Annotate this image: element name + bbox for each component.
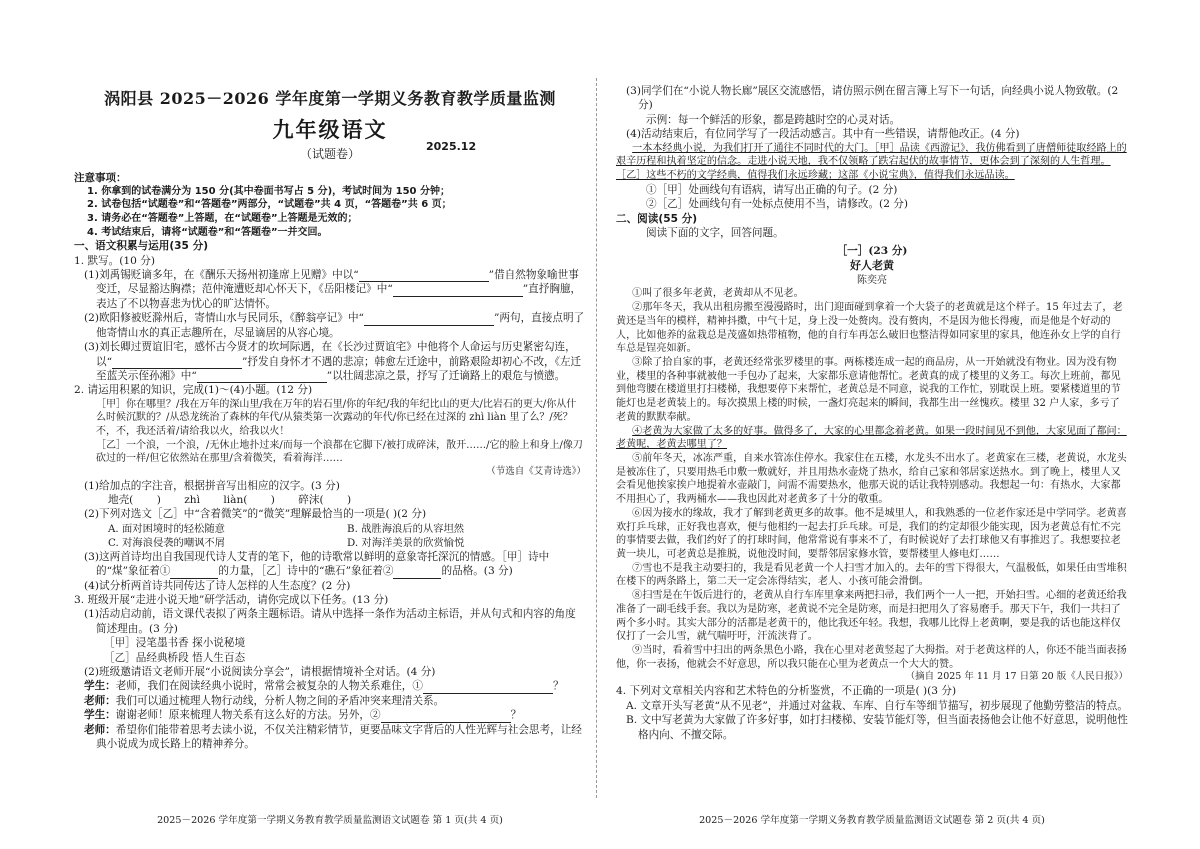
reflection-text: 一本本经典小说，为我们打开了通往不同时代的大门。［甲］品读《西游记》，我仿佛看到了唐僧师徒取经路上的艰辛历程和执着坚定的信念。走进小说天地，我不仅领略了跌宕起伏的故事情节，更体会到了深刻的人生哲理。［乙］这些不朽的文学经典，值得我们永远珍藏；这部《小说宝典》，值得我们永远品读。 [616,142,1127,182]
question-3-2: (2)班级邀请语文老师开展“小说阅读分享会”，请根据情境补全对话。(4 分) [84,666,436,679]
question-1-3 [74,340,586,383]
page-footer: 2025－2026 学年度第一学期义务教育教学质量监测语文试题卷 第 2 页(共 4 页) [699,814,1045,826]
answer-blank [359,271,489,282]
question-3: 3. 班级开展“走进小说天地”研学活动，请你完成以下任务。(13 分) [74,594,389,607]
answer-blank [197,372,327,383]
dialog-text: 我们可以通过梳理人物行动线，分析人物之间的矛盾冲突来理清关系。 [115,694,445,707]
question-2-1: (1)给加点的字注音，根据拼音写出相应的汉字。(3 分) [84,479,340,492]
dialog-end: ？ [553,680,564,693]
volume-label: （试题卷） [299,147,360,162]
passage-paragraph: ①叫了很多年老黄，老黄却从不见老。 [632,288,804,300]
option-b: B. 战胜海浪后的从容坦然 [347,522,465,535]
answer-blank [381,712,511,723]
passage-author: 陈奕亮 [857,274,887,286]
dialog-line [74,708,586,722]
dialog-text: 希望你们能带着思考去读小说，不仅关注精彩情节，更要品味文字背后的人性光辉与社会思考，让经典小说成为成长路上的精神养分。 [96,723,582,751]
question-3-4: (4)活动结束后，有位同学写了一段活动感言。其中有一些错误，请帮他改正。(4 分) [626,128,1020,141]
question-2: 2. 请运用积累的知识，完成(1)～(4)小题。(12 分) [74,384,313,397]
question-text: ”借自然物象喻世事变迁，尽显豁达胸襟；范仲淹遭贬却心怀天下，《岳阳楼记》中“ [96,269,579,296]
answer-blank [393,286,523,297]
poem-jia: ［甲］你在哪里？/我在万年的深山里/我在万年的岩石里/你的年纪/我的年纪比山的更大/比岩石的更大/你从什么时候沉默的？/从恐龙统治了森林的年代/从猿类第一次露动的年代/你已经在过深的 zhì liàn 里了么？/死？不，不，我还活着/请给我以火，给我以火！ [96,398,577,437]
passage-title: 好人老黄 [850,258,894,272]
slogan-jia: ［甲］浸笔墨书香 探小说秘境 [104,637,246,650]
pinyin-chars: 地壳( ) zhì liàn( ) 碎沫( ) [108,494,352,506]
dialog-line [74,694,586,708]
answer-blank [364,315,494,326]
answer-blank [112,358,242,369]
question-text: ”直抒胸臆，表达了不以物喜悲为忧心的旷达情怀。 [96,283,582,310]
poem-source: （节选自《艾青诗选》） [486,465,586,477]
question-text: ”两句，直接点明了他寄情山水的真正志趣所在，尽显谪居的从容心境。 [96,312,585,339]
question-text: (3)这两首诗均出自我国现代诗人艾青的笔下，他的诗歌常以鲜明的意象寄托深沉的情感。［甲］诗中的“煤”象征着① [84,550,550,578]
note-item: 2. 试卷包括“试题卷”和“答题卷”两部分，“试题卷”共 4 页，“答题卷”共 6 页； [87,199,452,211]
question-3-3: (3)同学们在“小说人物长廊”展区交流感悟，请仿照示例在留言簿上写下一句话，向经典小说人物致敬。(2 分) [626,85,1119,112]
slogan-yi: ［乙］品经典桥段 悟人生百态 [104,651,246,664]
option-c: C. 对海浪侵袭的嘲讽不屑 [108,536,226,549]
section-heading: 二、阅读(55 分) [616,212,698,225]
question-text: 的品格。(3 分) [441,565,513,578]
exam-title: 涡阳县 2025－2026 学年度第一学期义务教育教学质量监测 [104,89,556,108]
subject-title: 九年级语文 [272,116,388,142]
poem-yi: ［乙］一个浪，一个浪，/无休止地扑过来/而每一个浪都在它脚下/被打成碎沫，散开……/它的脸上和身上/像刀砍过的一样/但它依然站在那里/含着微笑，看着海洋…… [96,439,583,465]
note-item: 3. 请务必在“答题卷”上答题，在“试题卷”上答题是无效的； [87,213,358,225]
question-4: 4. 下列对文章相关内容和艺术特色的分析鉴赏，不正确的一项是( )(3 分) [616,685,957,698]
dialog-line [74,723,586,752]
speaker: 老师： [84,694,116,707]
question-3-1: (1)活动启动前，语文课代表拟了两条主题标语。请从中选择一条作为活动主标语，并从句式和内容的角度简述理由。(3 分) [84,608,576,635]
passage-paragraph: ④老黄为大家做了太多的好事。做得多了，大家的心里都念着老黄。如果一段时间见不到他，大家见面了都问：老黄呢，老黄去哪里了？ [616,425,1127,451]
reading-intro: 阅读下面的文字，回答问题。 [646,227,784,239]
note-item: 4. 考试结束后，请将“试题卷”和“答题卷”一并交回。 [87,226,328,238]
question-text: (3)刘长卿过贾谊旧宅，感怀古今贤才的坎坷际遇，在《长沙过贾谊宅》中他将个人命运与历史紧密勾连，以“ [84,341,576,368]
note-item: 1. 你拿到的试卷满分为 150 分(其中卷面书写占 5 分)，考试时间为 150 分钟； [87,185,450,197]
option-b: B. 文中写老黄为大家做了许多好事，如打扫楼梯、安装节能灯等，但当面表扬他会让他不好意思，说明他性格内向、不擅交际。 [626,714,1128,741]
example-sentence: 示例：每一个鲜活的形象，都是跨越时空的心灵对话。 [646,113,901,126]
page-divider [596,78,597,798]
speaker: 老师： [84,723,116,736]
dialog-end: ？ [510,709,522,722]
answer-blank [423,683,553,694]
question-text: (2)欧阳修被贬滁州后，寄情山水与民同乐，《醉翁亭记》中“ [84,312,364,325]
question-2-3 [74,550,586,579]
dialog-text: 老师，我们在阅读经典小说时，常常会被复杂的人物关系难住，① [115,680,423,693]
question-3-4-1: ①［甲］处画线句有语病，请写出正确的句子。(2 分) [646,183,898,196]
passage-paragraph: ⑤前年冬天，冰冻严重，自来水管冻住停水。我家住在五楼，水龙头不出水了。老黄家在三楼，老黄说，水龙头是被冻住了，只要用热毛巾敷一敷就好，并且用热水壶烧了热水，给自己家和邻居家送热水。到了晚上，楼里人又会看见他挨家挨户地提着水壶敲门，问需不需要热水，他那天说的话让我特别感动。我想起一句：有热水，大家都不用担心了，我两桶水——我也因此对老黄多了十分的敬重。 [616,452,1127,506]
passage-heading: ［一］(23 分) [836,245,908,258]
page-footer: 2025－2026 学年度第一学期义务教育教学质量监测语文试题卷 第 1 页(共 4 页) [157,814,503,826]
choice-options [74,522,586,550]
page-2 [616,0,1128,849]
speaker: 学生： [84,680,116,693]
question-1-2 [74,311,586,340]
option-a: A. 面对困境时的轻松随意 [108,522,225,535]
question-1-1 [74,268,586,311]
speaker: 学生： [84,709,116,722]
question-text: ”以壮阔悲凉之景，抒写了迁谪路上的艰危与愤懑。 [326,369,566,382]
notes-title: 注意事项： [74,171,127,184]
option-a: A. 文章开头写老黄“从不见老”，并通过对盆栽、车库、自行车等细节描写，初步展现了他勤劳整洁的特点。 [626,699,1128,712]
passage-paragraph: ⑥因为接水的缘故，我才了解到老黄更多的故事。他不是城里人，和我熟悉的一位老作家还是中学同学。老黄喜欢打乒乓球，正好我也喜欢，便与他相约一起去打乒乓球。可是，我们的约定却很少能实现，因为老黄总有忙不完的事情要去做，我们约好了的打球时间，他常常说有事来不了，有时候说好了去打球他又有事推迟了。我想要拉老黄一块儿，可老黄总是推脱，说他没时间，要帮邻居家修水管，要帮楼里人修电灯…… [616,507,1127,561]
passage-paragraph: ③除了拾自家的事，老黄还经常张罗楼里的事。两栋楼连成一起的商品房，从一开始就没有物业。因为没有物业，楼里的各种事就被他一手包办了起来，大家都乐意请他帮忙。老黄真的成了楼里的义务工。每次上班前，都见到他弯腰在楼道里打扫楼梯，我想要停下来帮忙，老黄总是不同意，说我的工作忙，别耽误上班。要紧楼道里的节能灯也是老黄装上的。每次摸黑上楼的时候，一盏灯亮起来的瞬间，我都生出一丝愧疚。楼里 32 户人家，多亏了老黄的默默奉献。 [616,356,1121,423]
answer-blank [170,568,218,579]
exam-date: 2025.12 [426,140,477,153]
question-text: ”抒发自身怀才不遇的悲凉；韩愈左迁途中，前路艰险却初心不改，《左迁至蓝关示侄孙湘》中“ [96,355,582,382]
page-1 [74,0,586,849]
question-text: 的力量，［乙］诗中的“礁石”象征着② [218,565,394,578]
question-1: 1. 默写。(10 分) [74,254,155,267]
dialog-text: 谢谢老师！原来梳理人物关系有这么好的方法。另外，② [115,709,381,722]
question-2-2: (2)下列对选文［乙］中“含着微笑”的“微笑”理解最恰当的一项是( )(2 分) [84,508,427,521]
passage-source: （摘自 2025 年 11 月 17 日第 20 版《人民日报》） [905,671,1128,683]
dialog-line [74,679,586,693]
answer-blank [393,568,441,579]
question-2-4: (4)试分析两首诗共同传达了诗人怎样的人生态度？(2 分) [84,579,351,592]
question-3-4-2: ②［乙］处画线句有一处标点使用不当，请修改。(2 分) [646,198,909,211]
passage-paragraph: ⑨当时，看着雪中扫出的两条黑色小路，我在心里对老黄竖起了大拇指。对于老黄这样的人，你还不能当面表扬他，你一表扬，他就会不好意思，所以我只能在心里为老黄点一个大大的赞。 [616,645,1127,670]
passage-paragraph: ②那年冬天，我从出租房搬至漫漫路时，出门迎面碰到拿着一个大袋子的老黄就是这个样子。15 年过去了，老黄还是当年的模样，精神抖擞，中气十足，身上没一处赘肉。没有赘肉，不是因为他长得瘦，而是他是个好动的人，比如他养的盆栽总是茂盛如热带植物，他的自行车再怎么破旧也整洁得如同家里的家具，他连孙女上学的自行车总是锃亮如新。 [616,302,1123,355]
question-text: (1)刘禹锡贬谪多年，在《酬乐天扬州初逢席上见赠》中以“ [84,269,359,282]
passage-paragraph: ⑧扫雪是在午饭后进行的，老黄从自行车库里拿来两把扫帚，我们两个一人一把，开始扫雪。心细的老黄还给我准备了一副毛线手套。我以为是防寒，老黄说不完全是防寒，而是扫把用久了容易磨手。那天下午，我们一共扫了两个多小时。其实大部分的活都是老黄干的，他比我还年轻。我想，我哪儿比得上老黄啊，要是我的话也能这样仅仅打了一会儿雪，就气喘吁吁，汗流浃背了。 [616,590,1127,643]
section-heading: 一、语文积累与运用(35 分) [74,240,209,253]
option-d: D. 对海洋美景的欣赏愉悦 [347,536,465,549]
passage-paragraph: ⑦雪也不是我主动要扫的，我是看见老黄一个人扫雪才加入的。去年的雪下得很大，气温极低，如果任由雪堆积在楼下的两条路上，第二天一定会冻得结实，老人、小孩可能会滑倒。 [616,562,1127,588]
